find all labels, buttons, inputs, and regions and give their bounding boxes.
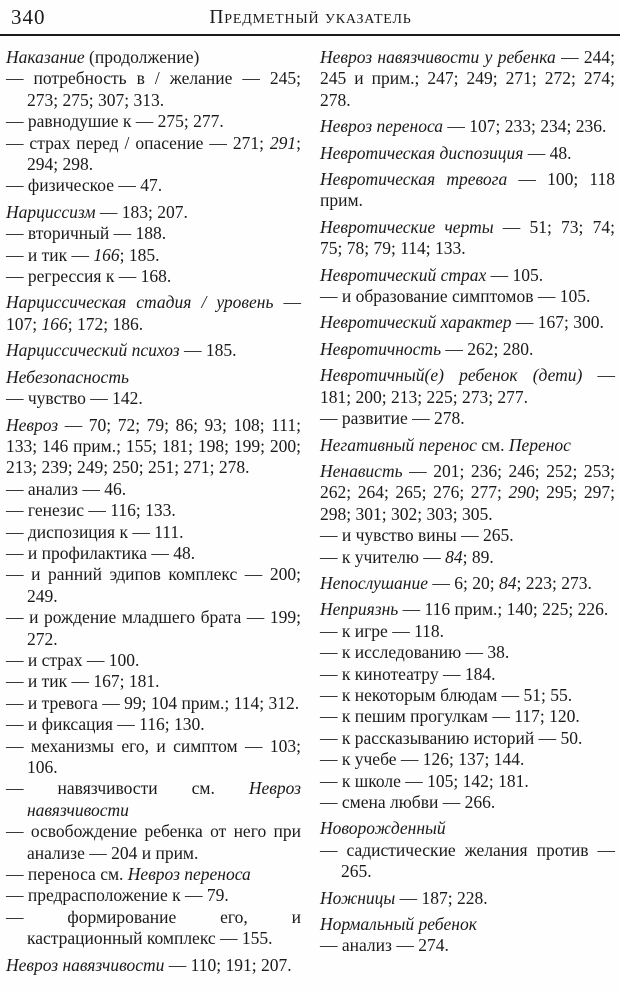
index-entry — [6, 885, 301, 906]
entry-text: — генезис — 116; 133. — [6, 500, 176, 521]
entry-term: Нарциссический психоз — [6, 340, 180, 361]
entry-term: Невроз переноса — [127, 864, 251, 885]
entry-text: — к пешим прогулкам — 117; 120. — [320, 706, 580, 727]
entry-term: Невроз навязчивости — [6, 954, 165, 975]
index-entry — [6, 367, 301, 388]
index-entry — [6, 500, 301, 521]
entry-text: — 107; 233; 234; 236. — [443, 116, 607, 137]
entry-text: — и страх — 100. — [6, 649, 140, 670]
entry-text: — к исследованию — 38. — [320, 642, 510, 663]
entry-text: — 105. — [486, 264, 544, 285]
entry-term: Невроз навязчивости у ребенка — [320, 47, 556, 67]
entry-text: — и тревога — 99; 104 прим.; 114; 312. — [6, 692, 300, 713]
entry-text: — и профилактика — 48. — [6, 542, 196, 563]
entry-text: — 51; 73; 74; 75; 78; 79; 114; 133. — [320, 216, 615, 259]
entry-text: — механизмы его, и симптом — 103; 106. — [6, 735, 301, 777]
index-entry — [320, 664, 615, 685]
entry-text: — к некоторым блюдам — 51; 55. — [320, 684, 573, 705]
entry-term: Невроз — [6, 414, 59, 435]
index-entry — [320, 116, 615, 137]
entry-term: Невротический страх — [320, 264, 487, 285]
entry-text: — к учебе — 126; 137; 144. — [320, 749, 525, 770]
index-entry — [6, 693, 301, 714]
entry-text: — освобождение ребенка от него при анализе — 204 и прим. — [6, 821, 301, 863]
entry-term: Ненависть — [320, 460, 403, 481]
page-header — [5, 5, 616, 34]
index-entry — [320, 840, 615, 883]
index-entry — [320, 408, 615, 429]
index-entry — [6, 415, 301, 479]
entry-term: Невротические черты — [320, 216, 494, 237]
entry-text: — формирование его, и кастрационный комплекс — 155. — [6, 906, 301, 949]
entry-text: — 167; 300. — [511, 312, 604, 333]
page-number: 340 — [11, 5, 46, 29]
index-entry — [6, 522, 301, 543]
index-entry — [320, 685, 615, 706]
index-entry — [320, 792, 615, 813]
entry-text: ; 295; 297; 298; 301; 302; 303; 305. — [320, 482, 615, 524]
index-entry — [6, 245, 301, 266]
entry-text: — навязчивости см. — [6, 778, 249, 799]
index-entry — [320, 888, 615, 909]
entry-text: — физическое — 47. — [6, 175, 163, 196]
entry-text: — 107; — [6, 292, 302, 334]
index-entry — [6, 671, 301, 692]
entry-text: — 70; 72; 79; 86; 93; 108; 111; 133; 146 прим.; 155; 181; 198; 199; 200; 213; 239; 249; 250; 251; 271; 278. — [6, 414, 301, 478]
index-columns — [5, 47, 616, 976]
entry-term: Небезопасность — [6, 366, 129, 387]
index-entry — [6, 223, 301, 244]
entry-term: 166 — [41, 313, 68, 334]
index-entry — [6, 47, 301, 68]
index-entry — [320, 47, 615, 111]
entry-text: — 6; 20; — [428, 572, 499, 593]
index-entry — [320, 573, 615, 594]
entry-term: Невротичность — [320, 338, 442, 359]
index-entry — [6, 955, 301, 976]
index-entry — [6, 479, 301, 500]
entry-text: — 187; 228. — [395, 887, 488, 908]
index-entry — [320, 435, 615, 456]
entry-text: ; 172; 186. — [67, 313, 144, 334]
entry-text: — диспозиция к — 111. — [6, 521, 184, 542]
entry-term: Невроз навязчивости — [27, 778, 301, 820]
index-entry — [6, 907, 301, 950]
index-entry — [6, 175, 301, 196]
index-entry — [6, 133, 301, 176]
entry-text: — вторичный — 188. — [6, 223, 167, 244]
entry-text: см. — [476, 434, 509, 455]
entry-text: — к учителю — — [320, 546, 446, 567]
entry-term: 290 — [508, 482, 535, 503]
entry-text: — садистические желания против — 265. — [320, 839, 615, 882]
entry-text: — 100; 118 прим. — [320, 169, 615, 211]
index-entry — [320, 728, 615, 749]
entry-text: — 201; 236; 246; 252; 253; 262; 264; 265; 276; 277; — [320, 460, 615, 503]
entry-text: — к рассказыванию историй — 50. — [320, 727, 583, 748]
index-entry — [320, 914, 615, 935]
entry-term: 84 — [445, 546, 463, 567]
entry-term: 84 — [498, 572, 517, 593]
entry-term: Новорожденный — [320, 818, 446, 839]
index-entry — [6, 714, 301, 735]
entry-text: — 183; 207. — [95, 201, 188, 222]
entry-text: — 244; 245 и прим.; 247; 249; 271; 272; 274; 278. — [320, 47, 615, 110]
index-entry — [320, 461, 615, 525]
entry-text: ; 223; 273. — [516, 572, 592, 593]
header-rule — [0, 34, 620, 36]
entry-text: — 110; 191; 207. — [164, 954, 292, 975]
index-entry — [6, 111, 301, 132]
index-entry — [320, 525, 615, 546]
entry-text: — чувство — 142. — [6, 388, 143, 409]
entry-text: — регрессия к — 168. — [6, 266, 172, 287]
index-entry — [320, 642, 615, 663]
entry-text: — к кинотеатру — 184. — [320, 663, 496, 684]
index-entry — [6, 564, 301, 607]
index-entry — [6, 266, 301, 287]
index-entry — [6, 68, 301, 111]
index-entry — [6, 736, 301, 779]
entry-term: Невротическая диспозиция — [320, 142, 524, 163]
index-entry — [320, 771, 615, 792]
index-entry — [6, 821, 301, 864]
index-entry — [320, 365, 615, 408]
index-entry — [320, 599, 615, 620]
entry-term: Неприязнь — [320, 599, 399, 620]
entry-text: — 48. — [523, 142, 572, 163]
running-title: Предметный указатель — [209, 7, 412, 28]
entry-term: Наказание — [6, 47, 85, 67]
index-entry — [320, 265, 615, 286]
entry-text: — и чувство вины — 265. — [320, 525, 514, 546]
index-entry — [6, 607, 301, 650]
index-entry — [320, 339, 615, 360]
entry-term: Непослушание — [320, 572, 428, 593]
entry-text: — анализ — 274. — [320, 935, 449, 956]
entry-term: Нарциссическая стадия / уровень — [6, 292, 274, 313]
index-entry — [6, 778, 301, 821]
entry-text: ; 89. — [462, 546, 494, 567]
entry-text: — 262; 280. — [441, 338, 534, 359]
entry-text: — 116 прим.; 140; 225; 226. — [398, 599, 609, 620]
entry-text: ; 294; 298. — [27, 132, 301, 175]
entry-text: — и ранний эдипов комплекс — 200; 249. — [6, 564, 301, 606]
entry-text: — к игре — 118. — [320, 620, 445, 641]
entry-text: — равнодушие к — 275; 277. — [6, 111, 224, 132]
entry-term: Негативный перенос — [320, 434, 477, 455]
index-entry — [320, 169, 615, 212]
entry-term: Невротичный(е) ребенок (дети) — [320, 365, 583, 386]
index-entry — [320, 312, 615, 333]
entry-term: Перенос — [508, 434, 571, 455]
index-entry — [320, 143, 615, 164]
index-entry — [320, 935, 615, 956]
entry-text: — к школе — 105; 142; 181. — [320, 770, 529, 791]
entry-term: Невротическая тревога — [320, 169, 508, 190]
entry-term: Нарциссизм — [6, 201, 96, 222]
index-column-right — [320, 47, 615, 976]
index-entry — [320, 547, 615, 568]
index-entry — [6, 202, 301, 223]
entry-text: — переноса см. — [6, 864, 128, 885]
entry-text: — и тик — — [6, 244, 94, 265]
index-entry — [320, 621, 615, 642]
entry-text: — смена любви — 266. — [320, 792, 496, 812]
index-entry — [6, 292, 301, 335]
index-entry — [6, 340, 301, 361]
index-entry — [320, 706, 615, 727]
index-entry — [6, 864, 301, 885]
entry-text: ; 185. — [119, 244, 160, 265]
entry-text: — 181; 200; 213; 225; 273; 277. — [320, 365, 615, 407]
entry-text: — и тик — 167; 181. — [6, 671, 160, 692]
entry-text: — и фиксация — 116; 130. — [6, 714, 205, 735]
entry-term: Невроз переноса — [320, 116, 444, 137]
entry-term: 291 — [269, 132, 297, 153]
entry-text: — 185. — [179, 340, 237, 361]
entry-term: Невротический характер — [320, 312, 512, 333]
entry-term: Нормальный ребенок — [320, 914, 477, 935]
index-entry — [6, 650, 301, 671]
entry-text: — страх перед / опасение — 271; — [6, 132, 270, 153]
index-column-left — [6, 47, 301, 976]
index-entry — [6, 543, 301, 564]
entry-text: — и рождение младшего брата — 199; 272. — [6, 607, 301, 649]
entry-text: — развитие — 278. — [320, 408, 465, 429]
entry-text: — потребность в / желание — 245; 273; 275; 307; 313. — [6, 68, 301, 110]
entry-term: Ножницы — [320, 887, 396, 908]
index-entry — [320, 217, 615, 260]
index-entry — [320, 818, 615, 839]
index-entry — [320, 749, 615, 770]
entry-text: (продолжение) — [84, 47, 200, 67]
entry-text: — и образование симптомов — 105. — [320, 286, 591, 307]
entry-text: — анализ — 46. — [6, 478, 127, 499]
index-entry — [6, 388, 301, 409]
entry-term: 166 — [93, 244, 120, 265]
index-entry — [320, 286, 615, 307]
entry-text: — предрасположение к — 79. — [6, 885, 229, 906]
